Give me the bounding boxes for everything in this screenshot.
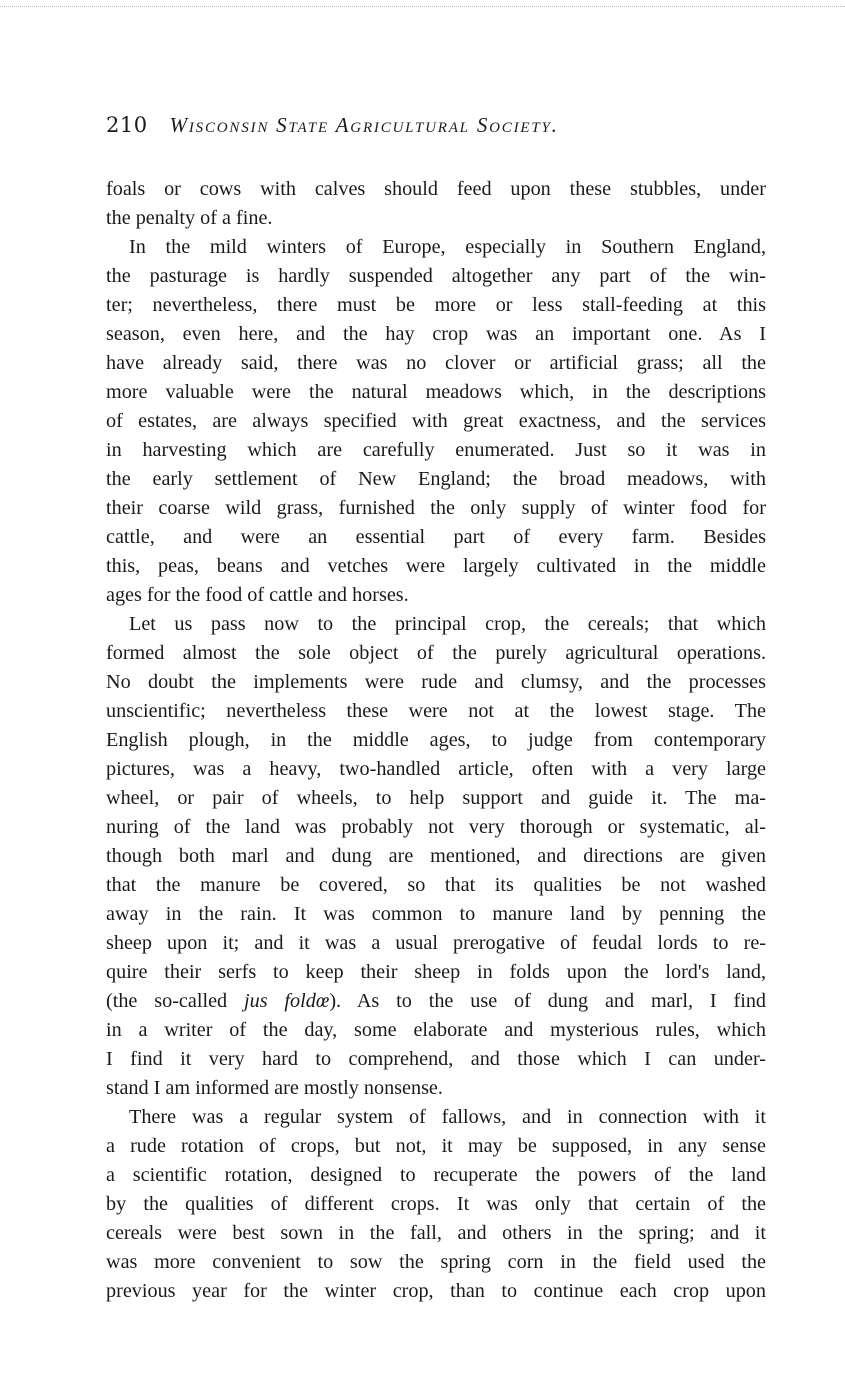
text-line: by the qualities of different crops. It was only that certain of the: [106, 1193, 766, 1215]
text-line: of estates, are always specified with great exactness, and the services: [106, 410, 766, 432]
text-line: the penalty of a fine.: [106, 207, 273, 229]
text-line: sheep upon it; and it was a usual prerogative of feudal lords to re-: [106, 932, 766, 954]
text-line: formed almost the sole object of the purely agricultural operations.: [106, 642, 766, 664]
text-line: English plough, in the middle ages, to judge from contemporary: [106, 729, 766, 751]
text-line: foals or cows with calves should feed upon these stubbles, under: [106, 178, 766, 200]
text-line: ter; nevertheless, there must be more or less stall-feeding at this: [106, 294, 766, 316]
text-line: stand I am informed are mostly nonsense.: [106, 1077, 443, 1099]
text-line: previous year for the winter crop, than to continue each crop upon: [106, 1280, 766, 1302]
page-number: 210: [106, 113, 148, 137]
text-line: (the so-called jus foldœ). As to the use of dung and marl, I find: [106, 990, 767, 1012]
text-line: have already said, there was no clover or artificial grass; all the: [106, 352, 766, 374]
running-head: [106, 113, 766, 149]
text-line: more valuable were the natural meadows which, in the descriptions: [106, 381, 766, 403]
paragraph-4: [106, 1103, 766, 1306]
paragraph-2: [106, 233, 766, 610]
text-line: away in the rain. It was common to manure land by penning the: [106, 903, 766, 925]
page-top-edge: [0, 6, 845, 7]
text-line: There was a regular system of fallows, and in connection with it: [129, 1106, 766, 1128]
book-page: [106, 113, 766, 1306]
text-line: ages for the food of cattle and horses.: [106, 584, 409, 606]
text-line: Let us pass now to the principal crop, the cereals; that which: [129, 613, 766, 635]
text-line: nuring of the land was probably not very thorough or systematic, al-: [106, 816, 766, 838]
text-line: that the manure be covered, so that its qualities be not washed: [106, 874, 766, 896]
running-title: Wisconsin State Agricultural Society.: [169, 113, 559, 137]
text-line: this, peas, beans and vetches were largely cultivated in the middle: [106, 555, 766, 577]
text-line: a scientific rotation, designed to recuperate the powers of the land: [106, 1164, 766, 1186]
text-line: unscientific; nevertheless these were not at the lowest stage. The: [106, 700, 766, 722]
paragraph-1: [106, 175, 766, 233]
text-line: was more convenient to sow the spring corn in the field used the: [106, 1251, 766, 1273]
body-text: [106, 175, 766, 1306]
text-line: though both marl and dung are mentioned, and directions are given: [106, 845, 766, 867]
latin-term: jus foldœ: [244, 990, 330, 1012]
text-line: cattle, and were an essential part of every farm. Besides: [106, 526, 766, 548]
text-line: I find it very hard to comprehend, and those which I can under-: [106, 1048, 766, 1070]
text-line: quire their serfs to keep their sheep in folds upon the lord's land,: [106, 961, 766, 983]
text-line: in a writer of the day, some elaborate and mysterious rules, which: [106, 1019, 766, 1041]
text-line: season, even here, and the hay crop was an important one. As I: [106, 323, 766, 345]
text-line: the pasturage is hardly suspended altogether any part of the win-: [106, 265, 766, 287]
text-line: the early settlement of New England; the broad meadows, with: [106, 468, 766, 490]
text-line: In the mild winters of Europe, especially in Southern England,: [129, 236, 766, 258]
text-line: No doubt the implements were rude and clumsy, and the processes: [106, 671, 766, 693]
text-line: cereals were best sown in the fall, and others in the spring; and it: [106, 1222, 766, 1244]
text-line: a rude rotation of crops, but not, it may be supposed, in any sense: [106, 1135, 766, 1157]
text-line: in harvesting which are carefully enumerated. Just so it was in: [106, 439, 766, 461]
text-line: their coarse wild grass, furnished the only supply of winter food for: [106, 497, 766, 519]
paragraph-3: [106, 610, 766, 1103]
text-line: pictures, was a heavy, two-handled article, often with a very large: [106, 758, 766, 780]
text-line: wheel, or pair of wheels, to help support and guide it. The ma-: [106, 787, 766, 809]
